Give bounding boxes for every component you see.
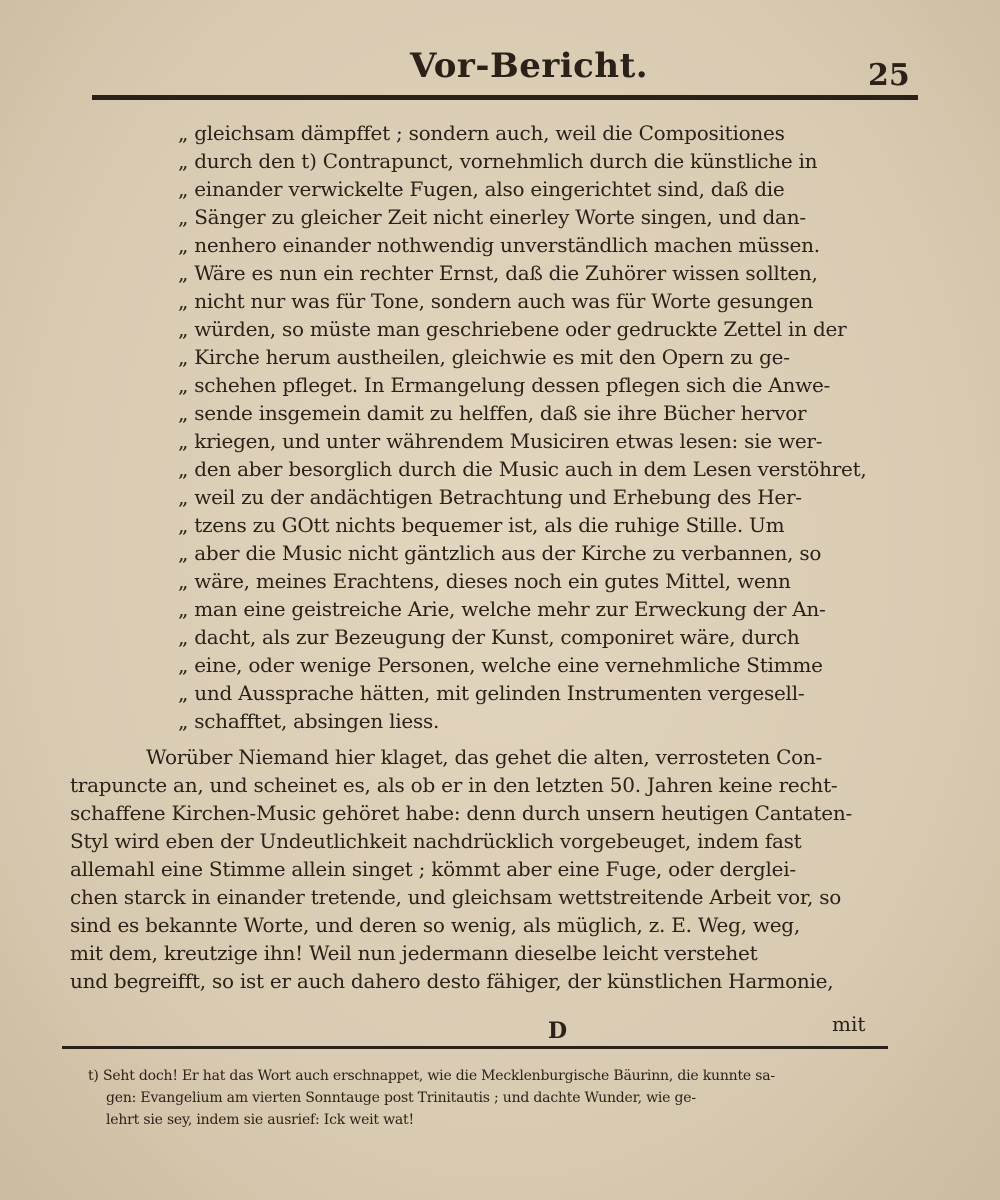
quoted-line: „ kriegen, und unter währendem Musiciren etwas lesen: sie wer- <box>178 429 823 453</box>
quoted-line: „ nenhero einander nothwendig unverständlich machen müssen. <box>178 233 820 257</box>
quoted-line: „ durch den t) Contrapunct, vornehmlich durch die künstliche in <box>178 149 818 173</box>
footnote-rule <box>62 1046 888 1049</box>
footnote-line: t) Seht doch! Er hat das Wort auch erschnappet, wie die Mecklenburgische Bäurinn, die kunnte sa- <box>88 1068 775 1084</box>
quoted-line: „ Sänger zu gleicher Zeit nicht einerley Worte singen, und dan- <box>178 205 806 229</box>
paragraph-line: Worüber Niemand hier klaget, das gehet die alten, verrosteten Con- <box>146 745 823 769</box>
paragraph-line: allemahl eine Stimme allein singet ; kömmt aber eine Fuge, oder derglei- <box>70 857 796 881</box>
quoted-line: „ Wäre es nun ein rechter Ernst, daß die Zuhörer wissen sollten, <box>178 261 818 285</box>
catchword: mit <box>832 1012 866 1036</box>
paragraph-line: chen starck in einander tretende, und gleichsam wettstreitende Arbeit vor, so <box>70 885 841 909</box>
paragraph-line: schaffene Kirchen-Music gehöret habe: denn durch unsern heutigen Cantaten- <box>70 801 852 825</box>
quoted-line: „ schehen pfleget. In Ermangelung dessen pflegen sich die Anwe- <box>178 373 831 397</box>
footnote-line: lehrt sie sey, indem sie ausrief: Ick weit wat! <box>106 1112 414 1128</box>
paragraph-line: und begreifft, so ist er auch dahero desto fähiger, der künstlichen Harmonie, <box>70 969 834 993</box>
quoted-line: „ würden, so müste man geschriebene oder gedruckte Zettel in der <box>178 317 847 341</box>
quoted-line: „ gleichsam dämpffet ; sondern auch, weil die Compositiones <box>178 121 785 145</box>
paragraph-line: trapuncte an, und scheinet es, als ob er in den letzten 50. Jahren keine recht- <box>70 773 838 797</box>
quoted-line: „ und Aussprache hätten, mit gelinden Instrumenten vergesell- <box>178 681 805 705</box>
quoted-line: „ einander verwickelte Fugen, also eingerichtet sind, daß die <box>178 177 785 201</box>
paragraph-line: sind es bekannte Worte, und deren so wenig, als müglich, z. E. Weg, weg, <box>70 913 800 937</box>
signature-mark: D <box>548 1018 568 1044</box>
quoted-line: „ man eine geistreiche Arie, welche mehr zur Erweckung der An- <box>178 597 826 621</box>
quoted-line: „ wäre, meines Erachtens, dieses noch ein gutes Mittel, wenn <box>178 569 791 593</box>
quoted-line: „ tzens zu GOtt nichts bequemer ist, als die ruhige Stille. Um <box>178 513 785 537</box>
paragraph-line: mit dem, kreutzige ihn! Weil nun jedermann dieselbe leicht verstehet <box>70 941 758 965</box>
quoted-line: „ den aber besorglich durch die Music auch in dem Lesen verstöhret, <box>178 457 867 481</box>
quoted-line: „ sende insgemein damit zu helffen, daß sie ihre Bücher hervor <box>178 401 807 425</box>
quoted-line: „ Kirche herum austheilen, gleichwie es mit den Opern zu ge- <box>178 345 790 369</box>
quoted-line: „ nicht nur was für Tone, sondern auch was für Worte gesungen <box>178 289 813 313</box>
header-rule <box>92 95 918 100</box>
quoted-line: „ aber die Music nicht gäntzlich aus der Kirche zu verbannen, so <box>178 541 822 565</box>
quoted-line: „ weil zu der andächtigen Betrachtung und Erhebung des Her- <box>178 485 802 509</box>
quoted-line: „ dacht, als zur Bezeugung der Kunst, componiret wäre, durch <box>178 625 800 649</box>
paragraph-line: Styl wird eben der Undeutlichkeit nachdrücklich vorgebeuget, indem fast <box>70 829 802 853</box>
quoted-line: „ schafftet, absingen liess. <box>178 709 440 733</box>
page-number: 25 <box>868 58 910 93</box>
footnote-line: gen: Evangelium am vierten Sonntauge post Trinitautis ; und dachte Wunder, wie ge- <box>106 1090 696 1106</box>
quoted-line: „ eine, oder wenige Personen, welche eine vernehmliche Stimme <box>178 653 823 677</box>
running-title: Vor-Bericht. <box>410 46 649 86</box>
